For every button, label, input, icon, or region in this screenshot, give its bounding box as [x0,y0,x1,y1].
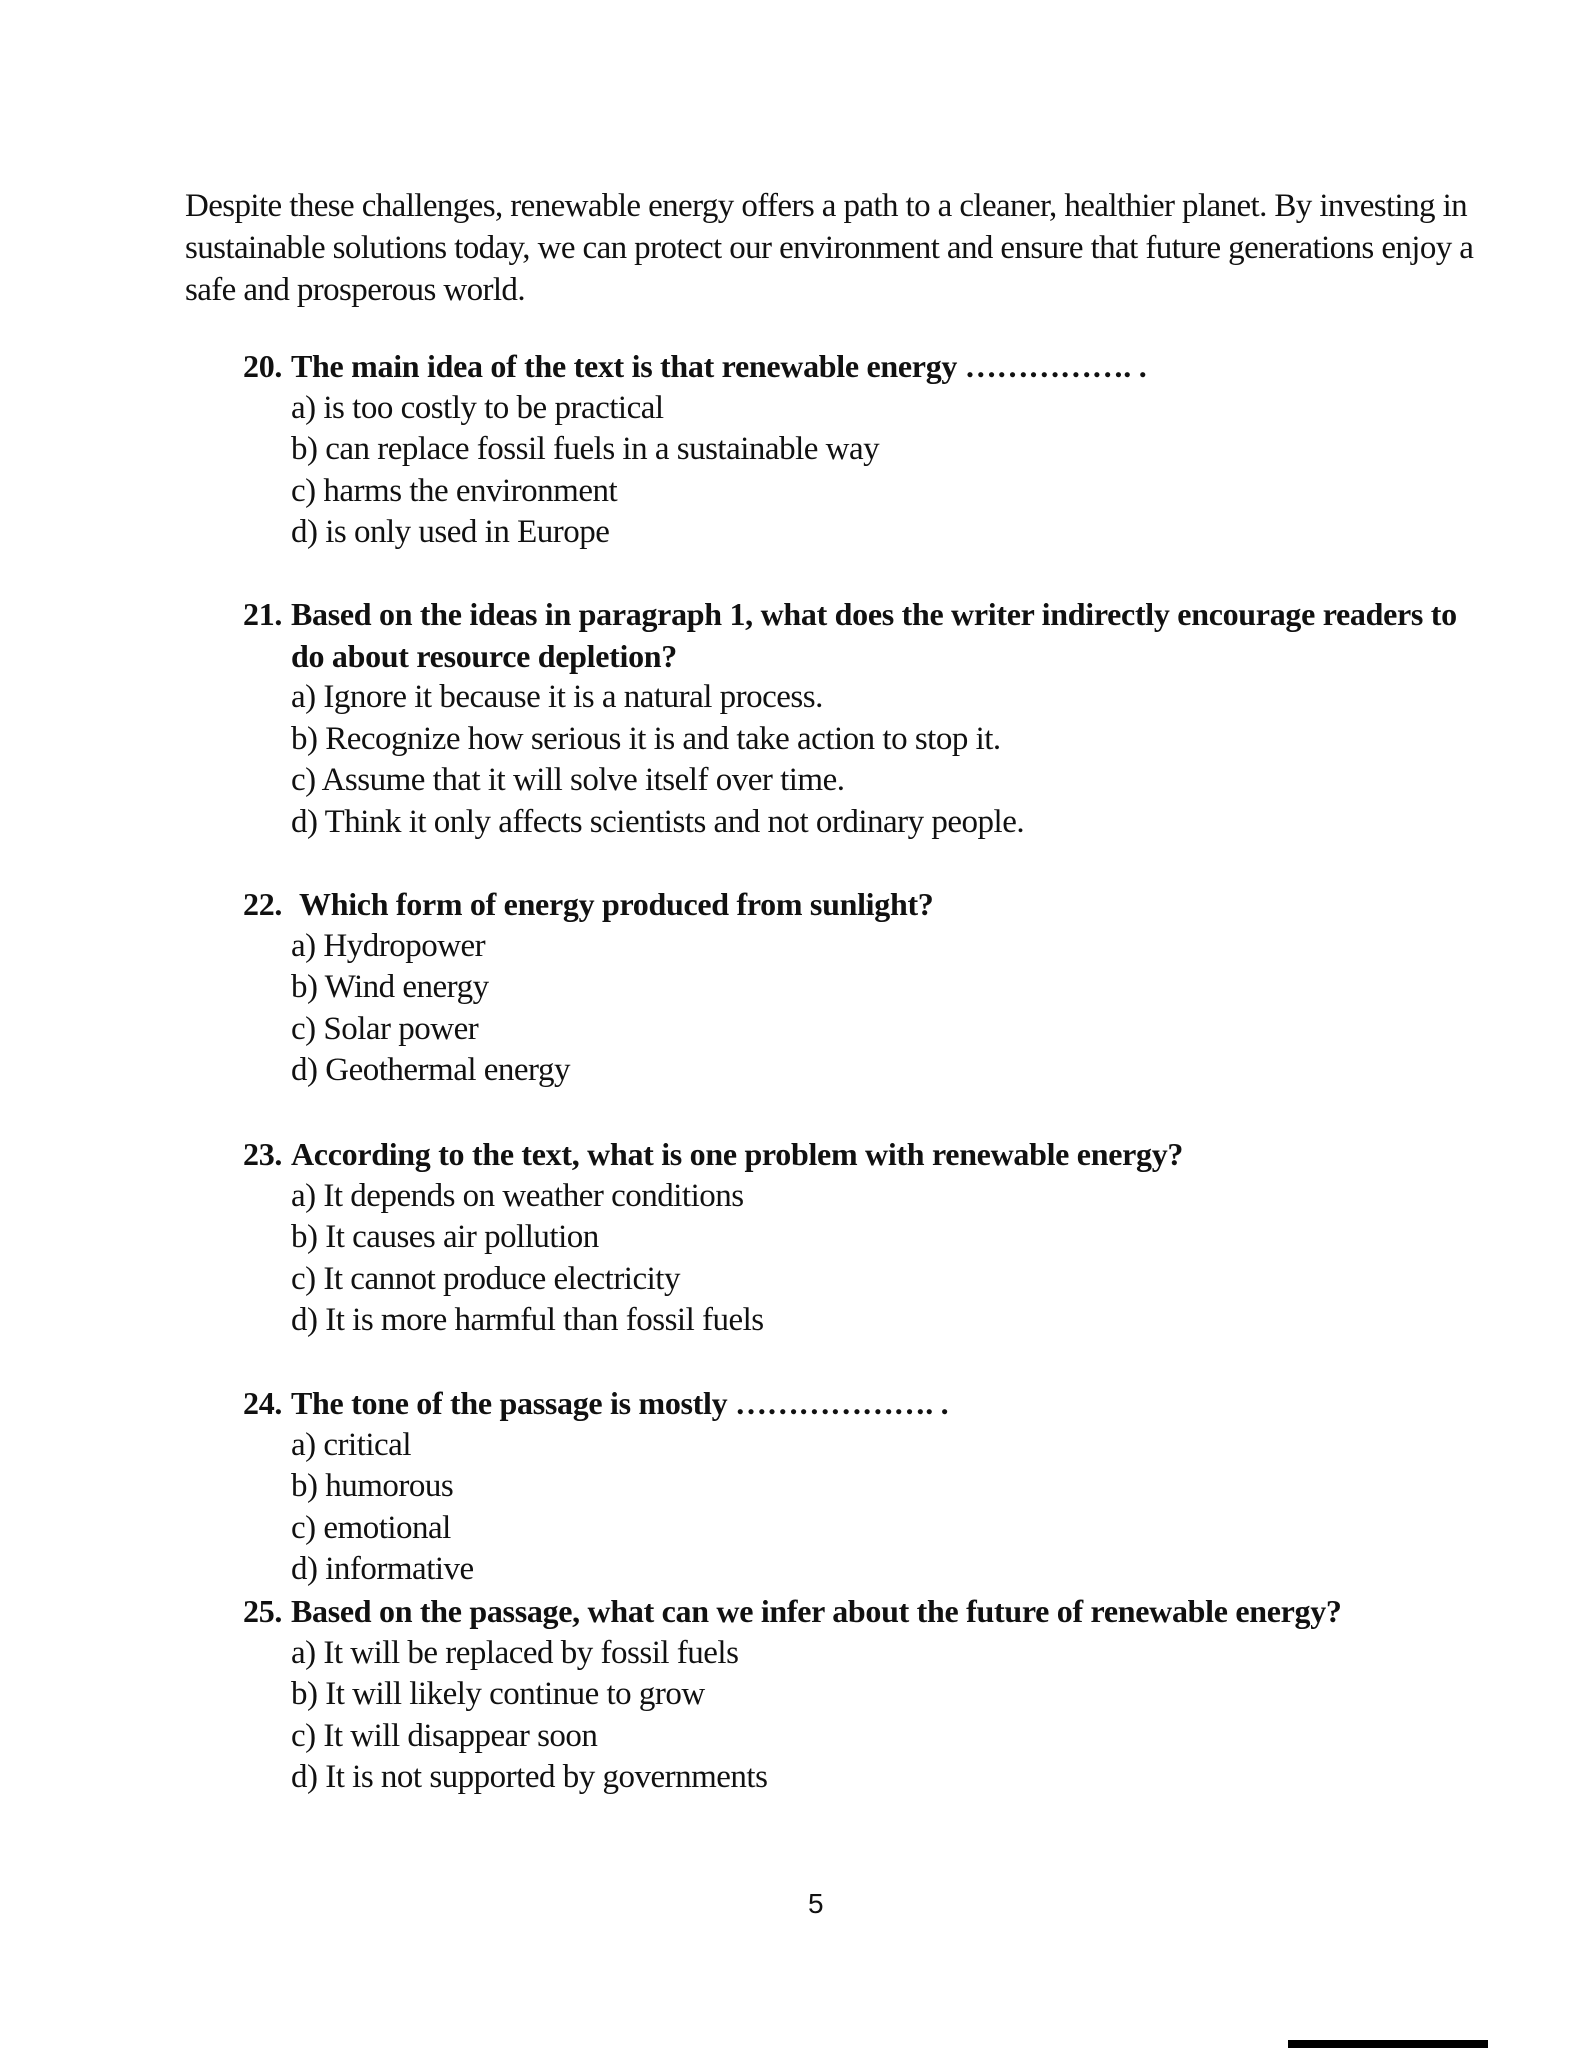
answer-option-d[interactable]: d) It is not supported by governments [291,1759,768,1795]
question-prompt [243,594,1473,677]
answer-option-a[interactable]: a) It depends on weather conditions [291,1177,744,1214]
answer-option-a[interactable]: a) Ignore it because it is a natural process. [291,679,823,715]
question-21 [243,594,1473,843]
question-text: Based on the ideas in paragraph 1, what does the writer indirectly encourage readers to do about resource depletion? [291,596,1457,674]
question-24 [243,1383,1473,1591]
answer-option-d[interactable]: d) It is more harmful than fossil fuels [291,1302,764,1338]
page-number: 5 [808,1888,824,1919]
question-text: According to the text, what is one problem with renewable energy? [291,1136,1184,1172]
question-number: 20. [243,348,283,384]
answer-options [243,1633,1473,1799]
question-23 [243,1134,1473,1342]
question-22 [243,884,1473,1092]
answer-option-c[interactable]: c) It will disappear soon [291,1717,598,1754]
question-prompt [243,1134,1473,1176]
answer-option-d[interactable]: d) is only used in Europe [291,514,610,550]
answer-options [243,677,1473,843]
question-number: 24. [243,1385,283,1421]
answer-options [243,1176,1473,1342]
question-number: 25. [243,1593,283,1629]
answer-option-b[interactable]: b) Recognize how serious it is and take action to stop it. [291,720,1001,757]
question-text: Which form of energy produced from sunlight? [299,886,934,922]
question-prompt [243,346,1473,388]
question-number: 23. [243,1136,283,1172]
answer-option-c[interactable]: c) Assume that it will solve itself over time. [291,762,845,798]
answer-option-b[interactable]: b) can replace fossil fuels in a sustainable way [291,431,880,467]
answer-option-a[interactable]: a) It will be replaced by fossil fuels [291,1634,739,1671]
answer-option-c[interactable]: c) Solar power [291,1010,479,1047]
answer-option-c[interactable]: c) emotional [291,1509,451,1546]
question-number: 22. [243,886,283,922]
answer-option-d[interactable]: d) informative [291,1551,474,1587]
answer-option-c[interactable]: c) It cannot produce electricity [291,1260,680,1297]
answer-options [243,388,1473,554]
answer-options [243,926,1473,1092]
question-text: The main idea of the text is that renewable energy ……………. . [291,348,1147,384]
answer-option-a[interactable]: a) critical [291,1426,411,1463]
question-text: The tone of the passage is mostly ………………. . [291,1385,949,1421]
answer-option-c[interactable]: c) harms the environment [291,472,618,509]
question-prompt [243,884,1473,926]
answer-option-a[interactable]: a) Hydropower [291,927,486,964]
answer-option-d[interactable]: d) Think it only affects scientists and not ordinary people. [291,803,1025,840]
question-number: 21. [243,596,283,632]
question-20 [243,346,1473,554]
footer-bar [1288,2040,1488,2048]
question-prompt [243,1591,1473,1633]
intro-paragraph: Despite these challenges, renewable energy offers a path to a cleaner, healthier planet. By investing in sustainable solutions today, we can protect our environment and ensure that future generations enjoy a safe and prosperous world. [185,188,1474,308]
answer-option-d[interactable]: d) Geothermal energy [291,1052,570,1088]
answer-option-b[interactable]: b) Wind energy [291,969,489,1005]
question-25 [243,1591,1473,1799]
answer-option-b[interactable]: b) humorous [291,1468,454,1504]
question-text: Based on the passage, what can we infer about the future of renewable energy? [291,1593,1342,1629]
answer-option-b[interactable]: b) It will likely continue to grow [291,1676,705,1712]
question-prompt [243,1383,1473,1425]
answer-option-a[interactable]: a) is too costly to be practical [291,389,664,426]
answer-option-b[interactable]: b) It causes air pollution [291,1219,599,1255]
answer-options [243,1425,1473,1591]
